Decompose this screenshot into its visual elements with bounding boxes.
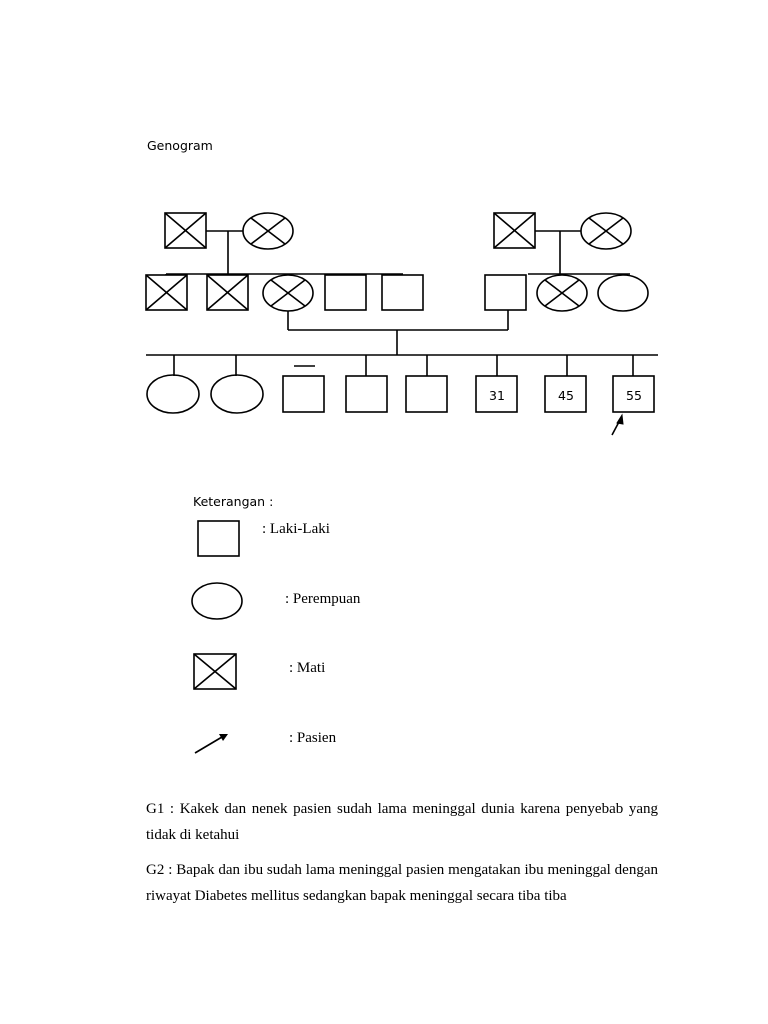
legend-patient-arrow-icon <box>192 730 232 756</box>
grandfather-right-deceased <box>494 213 535 248</box>
legend-deceased-icon <box>192 652 240 692</box>
aunt-deceased <box>537 275 587 311</box>
uncle-2-deceased <box>207 275 248 310</box>
legend-heading: Keterangan : <box>193 494 274 509</box>
note-g2: G2 : Bapak dan ibu sudah lama meninggal pasien mengatakan ibu meninggal dengan riwayat Diabetes mellitus sedangkan bapak meninggal secara tiba tiba <box>146 862 658 904</box>
age-sibling-6: 31 <box>489 388 505 403</box>
aunt-2 <box>598 275 648 311</box>
uncle-3 <box>325 275 366 310</box>
legend-female-icon <box>189 581 245 623</box>
sister-2 <box>211 375 263 413</box>
legend-patient-label: : Pasien <box>289 730 337 746</box>
grandmother-left-deceased <box>243 213 293 249</box>
father-deceased-unmarked <box>485 275 526 310</box>
brother-5 <box>406 376 447 412</box>
age-patient: 55 <box>626 388 642 403</box>
page-title: Genogram <box>147 138 213 153</box>
grandmother-right-deceased <box>581 213 631 249</box>
sister-1 <box>147 375 199 413</box>
patient-arrow-icon <box>612 415 623 435</box>
brother-3 <box>283 376 324 412</box>
genogram-diagram <box>0 0 768 470</box>
legend-male-icon <box>196 519 242 559</box>
legend-female-label: : Perempuan <box>285 591 361 607</box>
legend-male-label: : Laki-Laki <box>262 521 330 537</box>
note-g1: G1 : Kakek dan nenek pasien sudah lama meninggal dunia karena penyebab yang tidak di ketahui <box>146 801 658 843</box>
age-sibling-7: 45 <box>558 388 574 403</box>
brother-4 <box>346 376 387 412</box>
mother-deceased <box>263 275 313 311</box>
uncle-4 <box>382 275 423 310</box>
uncle-1-deceased <box>146 275 187 310</box>
legend-deceased-label: : Mati <box>289 660 326 676</box>
grandfather-left-deceased <box>165 213 206 248</box>
